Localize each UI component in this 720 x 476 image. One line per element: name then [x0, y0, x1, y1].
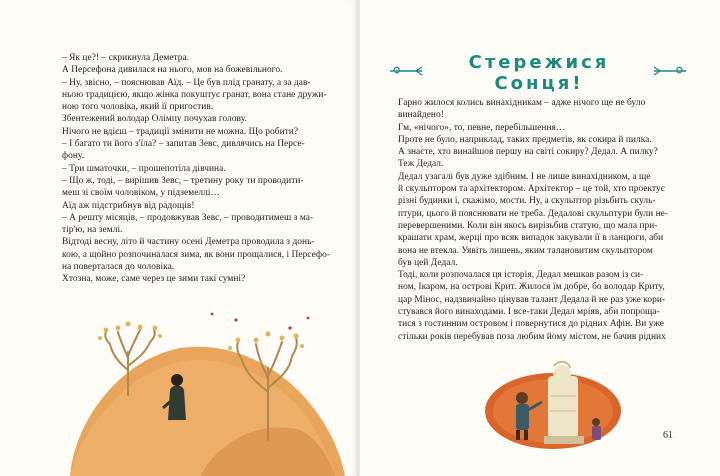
text-line: Проте не було, наприклад, таких предметів, як сокира й пилка.	[398, 134, 652, 145]
text-line: ном, Ікаром, на острові Крит. Жилося їм добре, бо володар Криту,	[398, 282, 665, 293]
left-page-text	[62, 52, 332, 286]
text-line: Тоді, коли розпочалася ця історія, Дедал мешкав разом із си-	[398, 270, 644, 281]
text-line: тір'ю, на землі.	[62, 225, 123, 236]
text-line: – Як це?! – скрикнула Деметра.	[62, 53, 190, 63]
text-line: кою, а щойно розпочиналася зима, як вони прощалися, і Персефо-	[62, 249, 331, 260]
text-line: Гарно жилося колись винахідникам – адже нічого ще не було	[398, 98, 646, 108]
text-line: крашати храм, жерці про всяк випадок закували її в ланцюги, аби	[398, 233, 664, 244]
text-line: – Ну, звісно, – пояснював Аїд. – Це був плід гранату, а за дав-	[62, 77, 311, 88]
text-line: А Персефона дивилася на нього, мов на божевільного.	[62, 65, 283, 76]
text-line: Хтозна, може, саме через це зими такі сумні?	[62, 274, 246, 285]
text-line: стільки років перебував поза любим йому містом, не бачив рідних	[398, 331, 666, 342]
text-line: тися з гостинним островом і повернутися до рідних Афін. Ви уже	[398, 319, 664, 330]
text-line: меш зі своїм чоловіком, у підземеллі…	[62, 188, 220, 199]
text-line: ною того чоловіка, який її пригостив.	[62, 102, 214, 113]
text-line: й скульптором та архітектором. Архітектор – це той, хто проектує	[398, 184, 665, 195]
text-line: Теж Дедал.	[398, 159, 444, 170]
text-line: винайдено!	[398, 110, 444, 121]
text-line: – Три шматочки, – прошепотіла дівчина.	[62, 163, 226, 174]
text-line: Гм, «нічого», то, певне, перебільшення…	[398, 122, 566, 133]
text-line: Дедал узагалі був дуже здібним. І не лише винахідником, а ще	[398, 171, 651, 182]
text-line: був цей Дедал.	[398, 257, 458, 268]
text-line: цар Мінос, надзвичайно цінував талант Дедала й не раз уже кори-	[398, 294, 666, 305]
text-line: – І багато ти його з'їла? – запитав Зевс, дивлячись на Персе-	[62, 139, 305, 150]
text-line: різні будинки і, скажімо, мости. Ну, а скульптор різьбить скуль-	[398, 196, 656, 207]
text-line: вона не втекла. Уявіть лишень, яким талановитим скульптором	[398, 245, 653, 256]
hill-illustration	[60, 300, 350, 476]
right-ornament-icon	[650, 64, 688, 78]
text-line: ньою традицією, якщо жінка покуштує гранат, вона стане дружи-	[62, 89, 327, 100]
text-line: А знаєте, хто винайшов першу на світі сокиру? Дедал. А пилку?	[398, 147, 658, 158]
right-page-text	[398, 97, 680, 343]
text-line: фону.	[62, 151, 85, 162]
text-line: стувався його винаходами. І все-таки Дедал мріяв, аби попроща-	[398, 307, 660, 318]
chapter-title: Стережися Сонця!	[468, 52, 610, 94]
chapter-title-row	[388, 50, 688, 94]
left-ornament-icon	[388, 64, 426, 78]
text-line: Аїд аж підстрибнув від радощів!	[62, 200, 195, 211]
text-line: птури, цього й пояснювати не треба. Дедалові скульптури були не-	[398, 208, 669, 219]
text-line: – А решту місяців, – продовжував Зевс, – проводитимеш з ма-	[62, 212, 314, 223]
text-line: Збентежений володар Олімпу почухав голову.	[62, 114, 247, 125]
text-line: – Що ж, тоді, – вирішив Зевс, – третину року ти проводити-	[62, 175, 304, 186]
text-line: перевершеними. Коли він якось вирізьбив статую, що мала при-	[398, 220, 658, 231]
text-line: Відтоді весну, літо й частину осені Деметра проводила з донь-	[62, 237, 315, 248]
statue-illustration	[478, 356, 628, 456]
page-number: 61	[663, 430, 673, 441]
text-line: Нічого не вдієш – традиції змінити не можна. Що робити?	[62, 126, 299, 137]
text-line: на поверталася до чоловіка.	[62, 262, 175, 273]
